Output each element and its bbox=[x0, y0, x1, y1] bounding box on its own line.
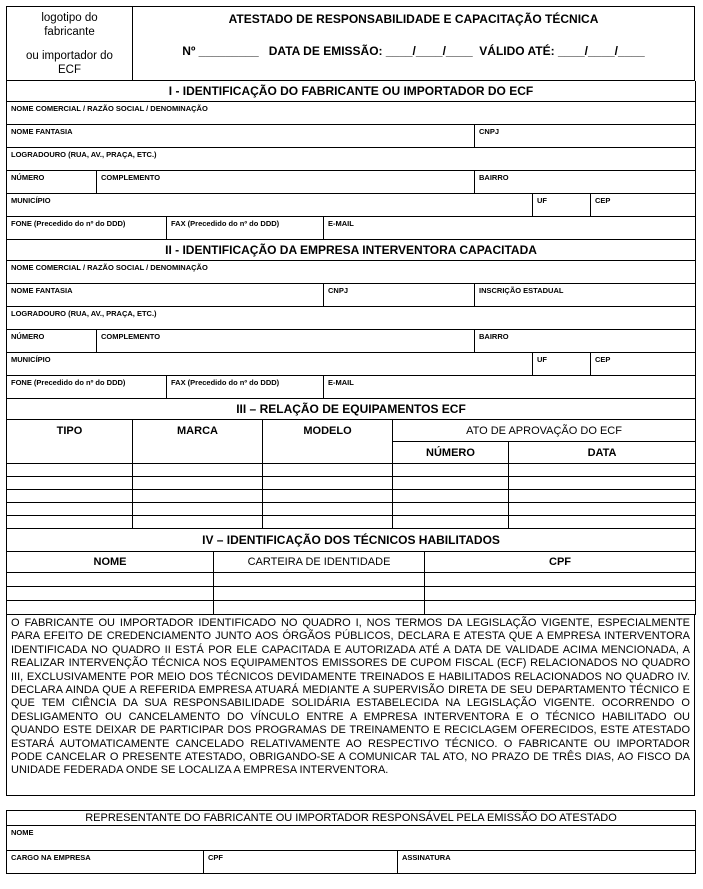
header-main bbox=[133, 7, 695, 81]
technician-row bbox=[7, 587, 696, 601]
logo-placeholder: logotipo do fabricante ou importador do ECF bbox=[7, 7, 133, 81]
s1-fax-field[interactable]: FAX (Precedido do nº do DDD) bbox=[167, 217, 324, 240]
s2-bairro-field[interactable]: BAIRRO bbox=[475, 330, 696, 353]
s1-nome-fantasia-field[interactable]: NOME FANTASIA bbox=[7, 125, 475, 148]
s1-fone-field[interactable]: FONE (Precedido do nº do DDD) bbox=[7, 217, 167, 240]
col-modelo: MODELO bbox=[263, 420, 393, 464]
s1-email-field[interactable]: E-MAIL bbox=[324, 217, 696, 240]
s1-nome-comercial-field[interactable]: NOME COMERCIAL / RAZÃO SOCIAL / DENOMINAÇÃO bbox=[7, 102, 696, 125]
representative-table bbox=[6, 810, 696, 874]
rep-cpf-field[interactable]: CPF bbox=[204, 851, 398, 874]
equipment-row bbox=[7, 490, 696, 503]
s2-logradouro-field[interactable]: LOGRADOURO (RUA, AV., PRAÇA, ETC.) bbox=[7, 307, 696, 330]
s1-complemento-field[interactable]: COMPLEMENTO bbox=[97, 171, 475, 194]
col-data: DATA bbox=[509, 442, 696, 464]
section-1-title: I - IDENTIFICAÇÃO DO FABRICANTE OU IMPORTADOR DO ECF bbox=[7, 81, 696, 102]
s2-cep-field[interactable]: CEP bbox=[591, 353, 696, 376]
col-numero: NÚMERO bbox=[393, 442, 509, 464]
s2-inscricao-field[interactable]: INSCRIÇÃO ESTADUAL bbox=[475, 284, 696, 307]
document-meta bbox=[137, 26, 690, 58]
declaration-table bbox=[6, 615, 695, 796]
s2-email-field[interactable]: E-MAIL bbox=[324, 376, 696, 399]
s2-municipio-field[interactable]: MUNICÍPIO bbox=[7, 353, 533, 376]
s1-uf-field[interactable]: UF bbox=[533, 194, 591, 217]
rep-nome-field[interactable]: NOME bbox=[7, 826, 696, 851]
rep-cargo-field[interactable]: CARGO NA EMPRESA bbox=[7, 851, 204, 874]
number-field[interactable]: Nº _________ bbox=[182, 44, 259, 58]
col-ato-aprovacao: ATO DE APROVAÇÃO DO ECF bbox=[393, 420, 696, 442]
s1-municipio-field[interactable]: MUNICÍPIO bbox=[7, 194, 533, 217]
section-3-table bbox=[6, 399, 696, 529]
technician-row bbox=[7, 601, 696, 615]
s2-fone-field[interactable]: FONE (Precedido do nº do DDD) bbox=[7, 376, 167, 399]
s2-nome-fantasia-field[interactable]: NOME FANTASIA bbox=[7, 284, 324, 307]
representative-title: REPRESENTANTE DO FABRICANTE OU IMPORTADOR RESPONSÁVEL PELA EMISSÃO DO ATESTADO bbox=[7, 811, 696, 826]
section-1-table bbox=[6, 81, 696, 240]
equipment-row bbox=[7, 464, 696, 477]
section-2-title: II - IDENTIFICAÇÃO DA EMPRESA INTERVENTORA CAPACITADA bbox=[7, 240, 696, 261]
col-carteira: CARTEIRA DE IDENTIDADE bbox=[214, 552, 425, 573]
equipment-row bbox=[7, 477, 696, 490]
s2-complemento-field[interactable]: COMPLEMENTO bbox=[97, 330, 475, 353]
atestado-form bbox=[6, 6, 695, 874]
technician-row bbox=[7, 573, 696, 587]
header-table bbox=[6, 6, 695, 81]
valid-until-field[interactable]: VÁLIDO ATÉ: ____/____/____ bbox=[479, 44, 645, 58]
s2-uf-field[interactable]: UF bbox=[533, 353, 591, 376]
s1-cep-field[interactable]: CEP bbox=[591, 194, 696, 217]
col-nome: NOME bbox=[7, 552, 214, 573]
s1-cnpj-field[interactable]: CNPJ bbox=[475, 125, 696, 148]
s2-fax-field[interactable]: FAX (Precedido do nº do DDD) bbox=[167, 376, 324, 399]
document-title: ATESTADO DE RESPONSABILIDADE E CAPACITAÇÃO TÉCNICA bbox=[228, 12, 599, 26]
s1-bairro-field[interactable]: BAIRRO bbox=[475, 171, 696, 194]
equipment-row bbox=[7, 516, 696, 529]
col-tipo: TIPO bbox=[7, 420, 133, 464]
rep-assinatura-field[interactable]: ASSINATURA bbox=[398, 851, 696, 874]
section-4-table bbox=[6, 529, 696, 615]
emission-date-field[interactable]: DATA DE EMISSÃO: ____/____/____ bbox=[268, 44, 473, 58]
s2-numero-field[interactable]: NÚMERO bbox=[7, 330, 97, 353]
declaration-text: O FABRICANTE OU IMPORTADOR IDENTIFICADO NO QUADRO I, NOS TERMOS DA LEGISLAÇÃO VIGENTE, ESPECIALMENTE PARA EFEITO DE CREDENCIAMENTO JUNTO AOS ÓRGÃOS PÚBLICOS, DECLARA E ATESTA QUE A EMPRESA INTERVENTORA IDENTIFICADA NO QUADRO II ESTÁ POR ELE CAPACITADA E AUTORIZADA ATÉ A DATA DE VALIDADE ACIMA MENCIONADA, A REALIZAR INTERVENÇÃO TÉCNICA NOS EQUIPAMENTOS EMISSORES DE CUPOM FISCAL (ECF) RELACIONADOS NO QUADRO III, EXCLUSIVAMENTE POR MEIO DOS TÉCNICOS DEVIDAMENTE TREINADOS E HABILITADOS RELACIONADOS NO QUADRO IV. DECLARA AINDA QUE A REFERIDA EMPRESA ATUARÁ MEDIANTE A SUPERVISÃO DIRETA DE SEU DEPARTAMENTO TÉCNICO E QUE TEM CIÊNCIA DA SUA RESPONSABILIDADE SOLIDÁRIA ESTABELECIDA NA LEGISLAÇÃO VIGENTE. OCORRENDO O DESLIGAMENTO OU CANCELAMENTO DO VÍNCULO ENTRE A EMPRESA INTERVENTORA E O TÉCNICO HABILITADO OU QUANDO ESTE DEIXAR DE PARTICIPAR DOS PROGRAMAS DE TREINAMENTO E RECICLAGEM OFERECIDOS, ESTE ATESTADO ESTARÁ AUTOMATICAMENTE CANCELADO RELATIVAMENTE AO RESPECTIVO TÉCNICO. O FABRICANTE OU IMPORTADOR PODE CANCELAR O PRESENTE ATESTADO, OBRIGANDO-SE A COMUNICAR TAL ATO, NO PRAZO DE TRÊS DIAS, AO FISCO DA UNIDADE FEDERADA ONDE SE LOCALIZA A EMPRESA INTERVENTORA. bbox=[7, 615, 695, 796]
col-marca: MARCA bbox=[133, 420, 263, 464]
s1-logradouro-field[interactable]: LOGRADOURO (RUA, AV., PRAÇA, ETC.) bbox=[7, 148, 696, 171]
col-cpf: CPF bbox=[425, 552, 696, 573]
section-2-table bbox=[6, 240, 696, 399]
s1-numero-field[interactable]: NÚMERO bbox=[7, 171, 97, 194]
section-3-title: III – RELAÇÃO DE EQUIPAMENTOS ECF bbox=[7, 399, 696, 420]
section-4-title: IV – IDENTIFICAÇÃO DOS TÉCNICOS HABILITADOS bbox=[7, 529, 696, 552]
s2-cnpj-field[interactable]: CNPJ bbox=[324, 284, 475, 307]
s2-nome-comercial-field[interactable]: NOME COMERCIAL / RAZÃO SOCIAL / DENOMINAÇÃO bbox=[7, 261, 696, 284]
equipment-row bbox=[7, 503, 696, 516]
